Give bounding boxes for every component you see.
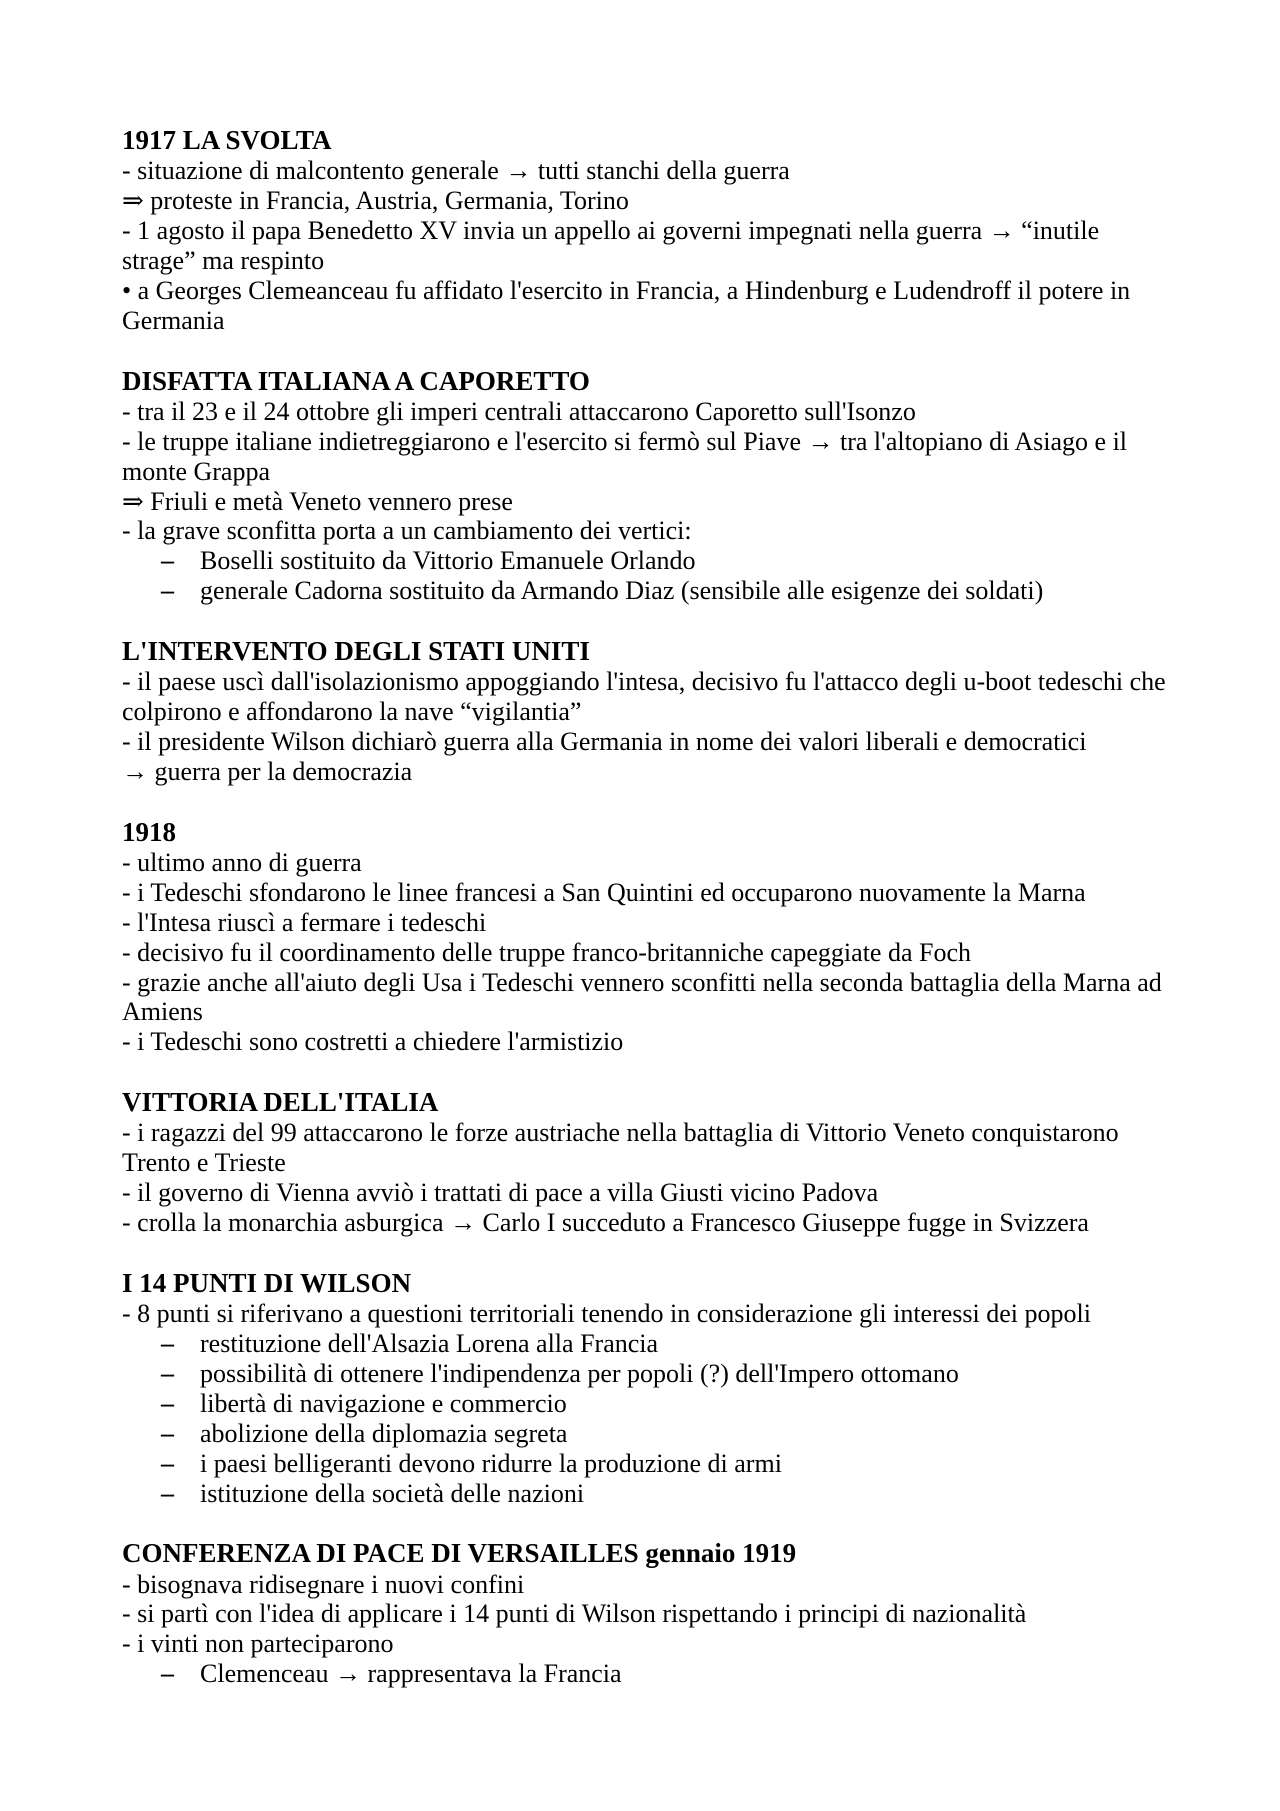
section-vittoria-italia — [122, 1087, 1280, 1238]
paragraph-line: - le truppe italiane indietreggiarono e l'esercito si fermò sul Piave → tra l'altopiano di Asiago e il — [122, 426, 1128, 456]
paragraph-line: colpirono e affondarono la nave “vigilantia” — [122, 697, 582, 727]
sub-list-item — [122, 1419, 1280, 1449]
paragraph — [122, 1027, 1280, 1057]
paragraph-line: ⇒ proteste in Francia, Austria, Germania, Torino — [122, 186, 629, 216]
paragraph-line: - bisognava ridisegnare i nuovi confini — [122, 1569, 525, 1599]
sub-list-item — [122, 1449, 1280, 1479]
list-marker: – — [161, 576, 174, 606]
paragraph — [122, 487, 1280, 517]
paragraph-line: strage” ma respinto — [122, 245, 325, 275]
sub-list-item — [122, 1659, 1280, 1689]
paragraph-line: - la grave sconfitta porta a un cambiamento dei vertici: — [122, 516, 692, 546]
paragraph — [122, 1629, 1280, 1659]
list-item-text: possibilità di ottenere l'indipendenza per popoli (?) dell'Impero ottomano — [200, 1358, 959, 1388]
paragraph — [122, 397, 1280, 427]
paragraph — [122, 1299, 1280, 1329]
paragraph — [122, 186, 1280, 216]
paragraph — [122, 1118, 1280, 1178]
paragraph-line: - grazie anche all'aiuto degli Usa i Tedeschi vennero sconfitti nella seconda battaglia della Marna ad — [122, 967, 1162, 997]
paragraph-line: • a Georges Clemeanceau fu affidato l'esercito in Francia, a Hindenburg e Ludendroff il potere in — [122, 275, 1131, 305]
paragraph-line: Amiens — [122, 997, 203, 1027]
paragraph-line: → guerra per la democrazia — [122, 756, 413, 786]
paragraph — [122, 938, 1280, 968]
list-item-text: istituzione della società delle nazioni — [200, 1478, 585, 1508]
sub-list-item — [122, 546, 1280, 576]
paragraph-line: ⇒ Friuli e metà Veneto vennero prese — [122, 486, 513, 516]
sub-list-item — [122, 576, 1280, 606]
list-item-text: libertà di navigazione e commercio — [200, 1388, 567, 1418]
sub-list-item — [122, 1359, 1280, 1389]
paragraph — [122, 848, 1280, 878]
section-heading: 1917 LA SVOLTA — [122, 125, 332, 155]
paragraph — [122, 1599, 1280, 1629]
section-heading: VITTORIA DELL'ITALIA — [122, 1087, 439, 1118]
paragraph-line: monte Grappa — [122, 456, 271, 486]
paragraph — [122, 216, 1280, 276]
list-item-text: generale Cadorna sostituito da Armando Diaz (sensibile alle esigenze dei soldati) — [200, 576, 1044, 606]
paragraph — [122, 1208, 1280, 1238]
list-marker: – — [161, 1448, 174, 1478]
paragraph-line: - si partì con l'idea di applicare i 14 punti di Wilson rispettando i principi di nazionalità — [122, 1599, 1027, 1629]
paragraph-line: - tra il 23 e il 24 ottobre gli imperi centrali attaccarono Caporetto sull'Isonzo — [122, 396, 916, 426]
paragraph — [122, 156, 1280, 186]
paragraph-line: - i vinti non parteciparono — [122, 1629, 394, 1659]
paragraph — [122, 1178, 1280, 1208]
section-disfatta-caporetto — [122, 366, 1280, 607]
list-marker: – — [161, 546, 174, 576]
section-heading: DISFATTA ITALIANA A CAPORETTO — [122, 365, 590, 396]
paragraph — [122, 276, 1280, 336]
paragraph — [122, 667, 1280, 727]
list-item-text: Clemenceau → rappresentava la Francia — [200, 1659, 622, 1689]
paragraph-line: - crolla la monarchia asburgica → Carlo I succeduto a Francesco Giuseppe fugge in Svizzera — [122, 1208, 1089, 1238]
list-marker: – — [161, 1358, 174, 1388]
paragraph-line: - 8 punti si riferivano a questioni territoriali tenendo in considerazione gli interessi dei popoli — [122, 1299, 1091, 1329]
paragraph-line: - i ragazzi del 99 attaccarono le forze austriache nella battaglia di Vittorio Veneto conquistarono — [122, 1118, 1119, 1148]
list-item-text: restituzione dell'Alsazia Lorena alla Francia — [200, 1329, 659, 1359]
paragraph — [122, 908, 1280, 938]
section-1917-la-svolta — [122, 125, 1280, 336]
paragraph-line: - il paese uscì dall'isolazionismo appoggiando l'intesa, decisivo fu l'attacco degli u-boot tedeschi che — [122, 667, 1166, 697]
paragraph-line: - i Tedeschi sfondarono le linee francesi a San Quintini ed occuparono nuovamente la Marna — [122, 877, 1086, 907]
paragraph — [122, 427, 1280, 487]
section-heading: L'INTERVENTO DEGLI STATI UNITI — [122, 635, 590, 666]
list-item-text: i paesi belligeranti devono ridurre la produzione di armi — [200, 1448, 782, 1478]
paragraph — [122, 1570, 1280, 1600]
list-marker: – — [161, 1418, 174, 1448]
list-item-text: abolizione della diplomazia segreta — [200, 1418, 568, 1448]
sub-list-item — [122, 1329, 1280, 1359]
section-heading: CONFERENZA DI PACE DI VERSAILLES gennaio 1919 — [122, 1538, 797, 1569]
list-marker: – — [161, 1478, 174, 1508]
sub-list-item — [122, 1479, 1280, 1509]
list-marker: – — [161, 1659, 174, 1689]
section-heading: I 14 PUNTI DI WILSON — [122, 1267, 412, 1298]
paragraph — [122, 757, 1280, 787]
paragraph-line: Trento e Trieste — [122, 1148, 286, 1178]
paragraph-line: - i Tedeschi sono costretti a chiedere l'armistizio — [122, 1027, 624, 1057]
paragraph — [122, 727, 1280, 757]
paragraph-line: - decisivo fu il coordinamento delle truppe franco-britanniche capeggiate da Foch — [122, 937, 971, 967]
paragraph — [122, 516, 1280, 546]
paragraph-line: - ultimo anno di guerra — [122, 848, 362, 877]
paragraph-line: - l'Intesa riuscì a fermare i tedeschi — [122, 907, 487, 937]
section-14-punti-wilson — [122, 1268, 1280, 1509]
paragraph-line: - il governo di Vienna avviò i trattati di pace a villa Giusti vicino Padova — [122, 1178, 879, 1208]
list-marker: – — [161, 1329, 174, 1359]
paragraph-line: Germania — [122, 305, 225, 335]
paragraph-line: - 1 agosto il papa Benedetto XV invia un appello ai governi impegnati nella guerra → “inutile — [122, 216, 1100, 246]
paragraph-line: - il presidente Wilson dichiarò guerra alla Germania in nome dei valori liberali e democratici — [122, 727, 1087, 757]
list-marker: – — [161, 1388, 174, 1418]
paragraph — [122, 878, 1280, 908]
sub-list-item — [122, 1389, 1280, 1419]
section-intervento-stati-uniti — [122, 636, 1280, 787]
section-conferenza-versailles — [122, 1538, 1280, 1689]
paragraph — [122, 968, 1280, 1028]
list-item-text: Boselli sostituito da Vittorio Emanuele Orlando — [200, 546, 696, 576]
section-heading: 1918 — [122, 816, 176, 847]
section-1918 — [122, 817, 1280, 1058]
paragraph-line: - situazione di malcontento generale → tutti stanchi della guerra — [122, 156, 790, 186]
